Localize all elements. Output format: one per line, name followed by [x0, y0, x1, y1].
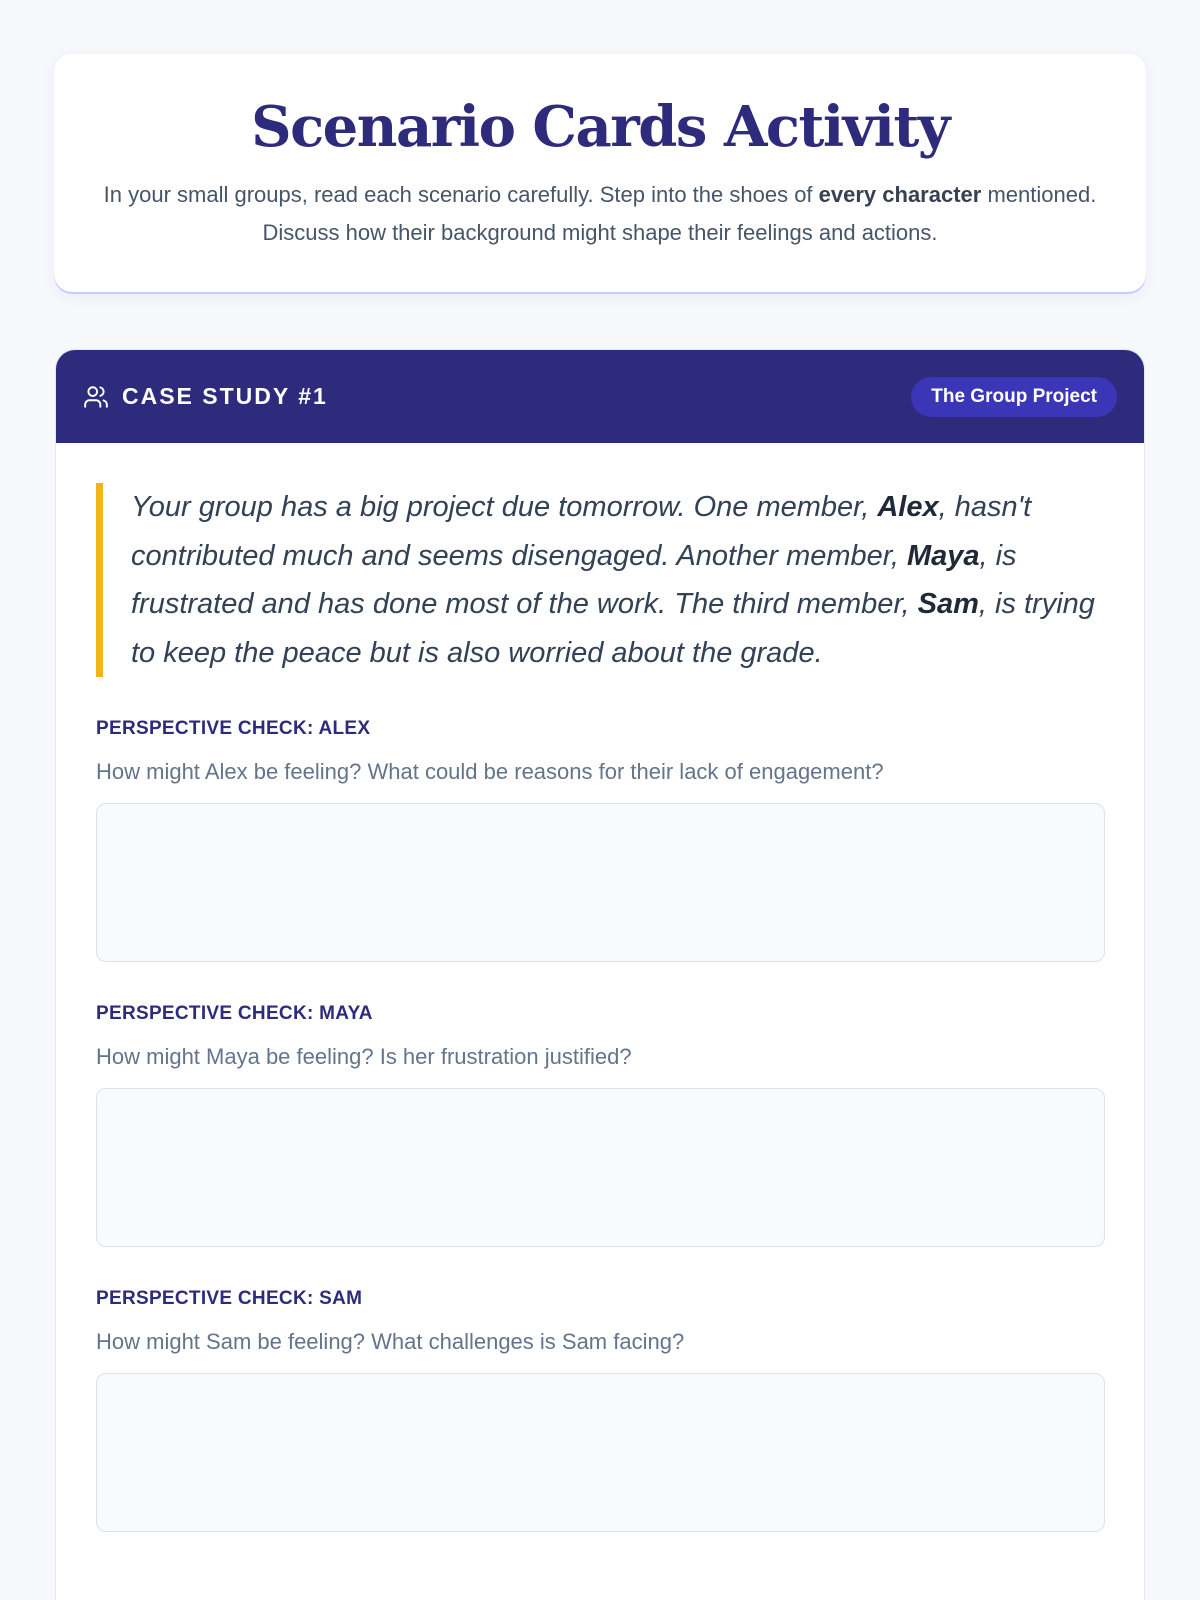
perspective-check-title: PERSPECTIVE CHECK: SAM [96, 1288, 363, 1309]
character-name-maya: Maya [906, 539, 980, 572]
intro-text-bold: every character [818, 182, 982, 207]
users-icon [83, 384, 109, 410]
case-study-card [55, 349, 1145, 1600]
perspective-check-sam [96, 1287, 1104, 1532]
intro-text-before: In your small groups, read each scenario carefully. Step into the shoes of [103, 182, 819, 207]
intro-instructions [100, 176, 1100, 252]
case-study-title: CASE STUDY #1 [122, 383, 328, 409]
scenario-part: , is trying to keep the peace but is also worried about the grade. [131, 588, 1095, 669]
page-title: Scenario Cards Activity [251, 94, 949, 160]
case-study-tag: The Group Project [911, 377, 1117, 417]
perspective-check-alex [96, 717, 1104, 962]
answer-field-alex[interactable] [96, 803, 1105, 962]
scenario-text [96, 483, 1104, 677]
character-name-sam: Sam [917, 588, 979, 620]
answer-field-sam[interactable] [96, 1373, 1105, 1532]
perspective-check-question: How might Alex be feeling? What could be reasons for their lack of engagement? [96, 759, 884, 784]
case-study-header [56, 350, 1144, 443]
intro-text-after: mentioned. Discuss how their background might shape their feelings and actions. [262, 182, 1097, 245]
perspective-check-question: How might Sam be feeling? What challenges is Sam facing? [96, 1329, 685, 1354]
perspective-check-title: PERSPECTIVE CHECK: ALEX [96, 718, 371, 739]
intro-card [54, 54, 1146, 292]
perspective-check-title: PERSPECTIVE CHECK: MAYA [96, 1003, 373, 1024]
scenario-part: , hasn't contributed much and seems disengaged. Another member, [131, 491, 1032, 572]
answer-field-maya[interactable] [96, 1088, 1105, 1247]
perspective-check-maya [96, 1002, 1104, 1247]
character-name-alex: Alex [877, 491, 939, 523]
scenario-part: , is frustrated and has done most of the work. The third member, [131, 539, 1017, 620]
perspective-check-question: How might Maya be feeling? Is her frustration justified? [96, 1044, 632, 1069]
case-study-label [83, 383, 328, 410]
scenario-part: Your group has a big project due tomorrow. One member, [131, 491, 878, 523]
